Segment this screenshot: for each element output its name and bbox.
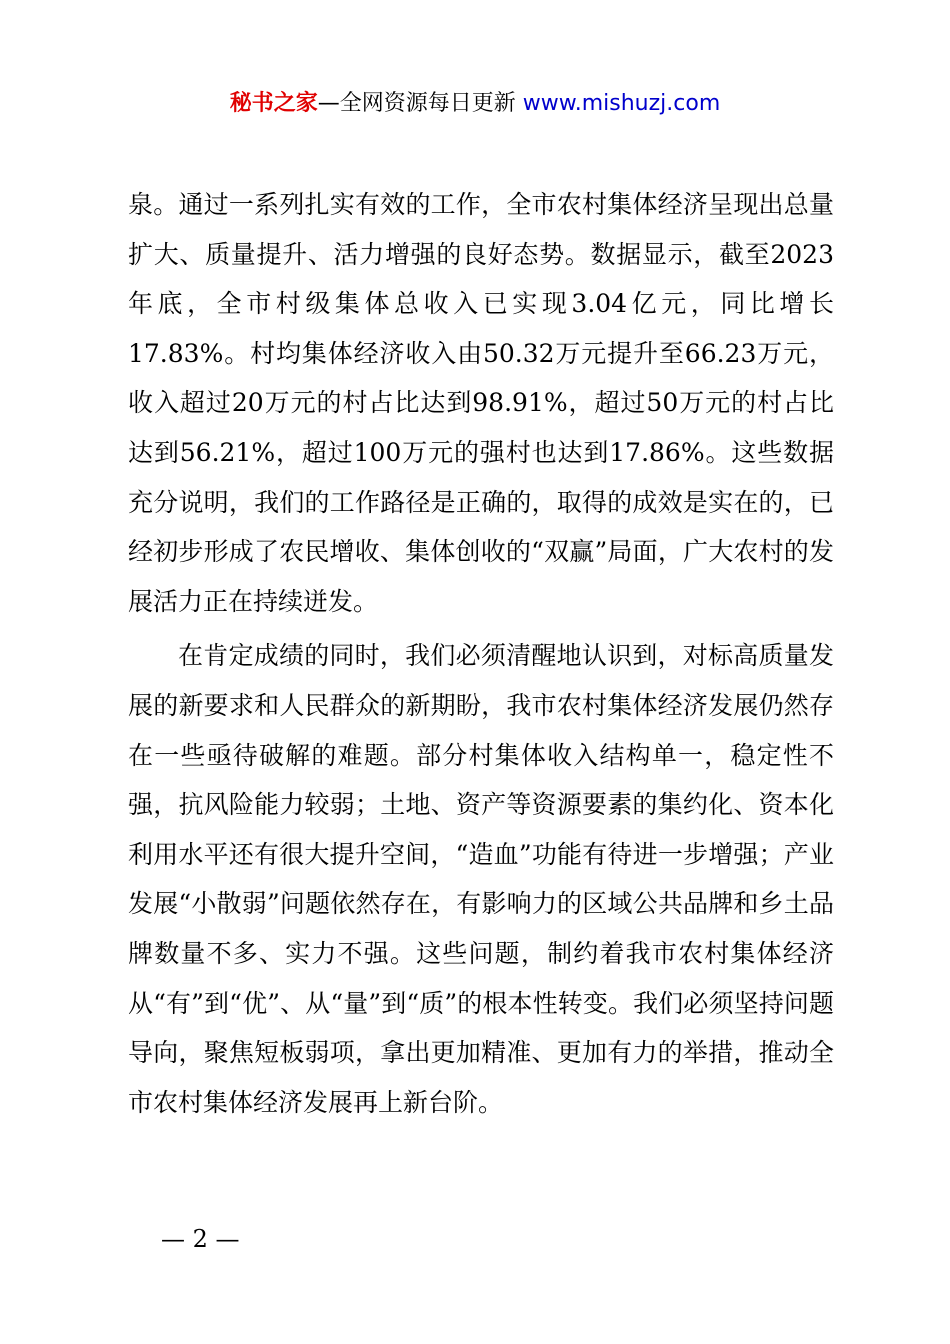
brand-name: 秘书之家	[229, 91, 318, 116]
website-link[interactable]: www.mishuzj.com	[522, 91, 721, 116]
paragraph-continuation: 泉。通过一系列扎实有效的工作，全市农村集体经济呈现出总量扩大、质量提升、活力增强的良好态势。数据显示，截至2023年底，全市村级集体总收入已实现3.04亿元，同比增长17.83%。村均集体经济收入由50.32万元提升至66.23万元，收入超过20万元的村占比达到98.91%，超过50万元的村占比达到56.21%，超过100万元的强村也达到17.86%。这些数据充分说明，我们的工作路径是正确的，取得的成效是实在的，已经初步形成了农民增收、集体创收的“双赢”局面，广大农村的发展活力正在持续迸发。	[128, 190, 834, 616]
header-tagline: —全网资源每日更新	[317, 91, 516, 116]
paragraph-problems: 在肯定成绩的同时，我们必须清醒地认识到，对标高质量发展的新要求和人民群众的新期盼，我市农村集体经济发展仍然存在一些亟待破解的难题。部分村集体收入结构单一，稳定性不强，抗风险能力较弱；土地、资产等资源要素的集约化、资本化利用水平还有很大提升空间，“造血”功能有待进一步增强；产业发展“小散弱”问题依然存在，有影响力的区域公共品牌和乡土品牌数量不多、实力不强。这些问题，制约着我市农村集体经济从“有”到“优”、从“量”到“质”的根本性转变。我们必须坚持问题导向，聚焦短板弱项，拿出更加精准、更加有力的举措，推动全市农村集体经济发展再上新台阶。	[128, 641, 834, 1117]
document-body	[128, 180, 834, 1127]
page-header	[0, 86, 950, 122]
page-number: — 2 —	[161, 1225, 240, 1253]
